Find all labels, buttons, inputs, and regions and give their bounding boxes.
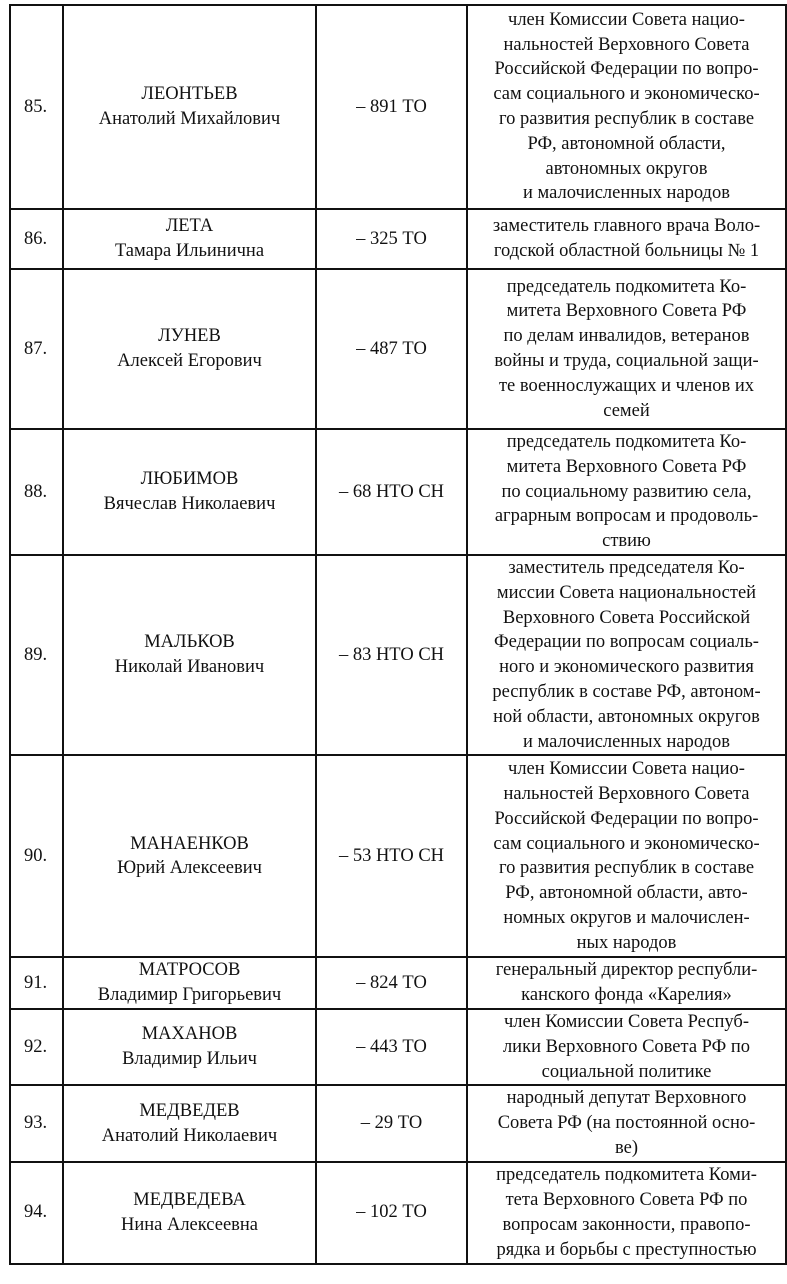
table-row <box>10 555 786 755</box>
description-line: ной области, автономных округов <box>493 706 760 727</box>
deputy-surname: МАТРОСОВ <box>138 960 241 981</box>
description-line: Российской Федерации по вопро- <box>494 59 759 80</box>
row-number: 87. <box>10 269 63 429</box>
vote-result: – 83 НТО СН <box>316 555 467 755</box>
description-line: ствию <box>602 531 651 552</box>
description-line: миссии Совета национальностей <box>496 582 757 603</box>
deputy-name-cell <box>63 957 316 1009</box>
deputy-surname: МЕДВЕДЕВ <box>139 1100 240 1121</box>
description-line: республик в составе РФ, автоном- <box>492 681 761 702</box>
position-description <box>467 1162 786 1264</box>
vote-result: – 824 ТО <box>316 957 467 1009</box>
description-line: председатель подкомитета Ко- <box>506 432 747 452</box>
vote-result: – 891 ТО <box>316 5 467 209</box>
description-line: член Комиссии Совета нацио- <box>508 759 745 780</box>
vote-result: – 102 ТО <box>316 1162 467 1264</box>
position-description <box>467 5 786 209</box>
row-number: 86. <box>10 209 63 269</box>
row-number: 90. <box>10 755 63 957</box>
position-description <box>467 957 786 1009</box>
table-row <box>10 1085 786 1161</box>
description-line: по делам инвалидов, ветеранов <box>503 326 750 347</box>
description-line: автономных округов <box>545 158 708 179</box>
table-row <box>10 209 786 269</box>
table-row <box>10 1162 786 1264</box>
row-number: 88. <box>10 429 63 555</box>
vote-result: – 53 НТО СН <box>316 755 467 957</box>
description-line: годской областной больницы № 1 <box>493 241 760 261</box>
description-line: нальностей Верховного Совета <box>503 783 750 804</box>
table-row <box>10 1009 786 1085</box>
row-number: 91. <box>10 957 63 1009</box>
vote-result: – 29 ТО <box>316 1085 467 1161</box>
description-line: Совета РФ (на постоянной осно- <box>497 1113 756 1134</box>
deputy-given-names: Тамара Ильинична <box>114 241 265 261</box>
description-line: вопросам законности, правопо- <box>502 1214 751 1235</box>
description-line: генеральный директор республи- <box>495 960 758 981</box>
description-line: заместитель главного врача Воло- <box>492 216 761 237</box>
description-line: сам социального и экономическо- <box>493 84 760 105</box>
position-description <box>467 555 786 755</box>
description-line: митета Верховного Совета РФ <box>506 456 747 477</box>
deputy-given-names: Владимир Ильич <box>122 1049 257 1070</box>
row-number: 85. <box>10 5 63 209</box>
deputy-name-cell <box>63 269 316 429</box>
deputy-surname: ЛЮБИМОВ <box>140 469 239 490</box>
description-line: председатель подкомитета Коми- <box>496 1165 757 1186</box>
position-description <box>467 1009 786 1085</box>
table-row <box>10 429 786 555</box>
position-description <box>467 269 786 429</box>
deputy-name-cell <box>63 1162 316 1264</box>
deputy-surname: МАХАНОВ <box>141 1024 238 1045</box>
deputy-name-cell <box>63 1085 316 1161</box>
position-description <box>467 209 786 269</box>
table-row <box>10 269 786 429</box>
description-line: те военнослужащих и членов их <box>498 375 755 396</box>
deputy-given-names: Юрий Алексеевич <box>117 858 262 879</box>
description-line: председатель подкомитета Ко- <box>506 276 747 297</box>
description-line: Федерации по вопросам социаль- <box>494 632 759 653</box>
description-line: Российской Федерации по вопро- <box>494 808 759 829</box>
description-line: и малочисленных народов <box>523 183 730 204</box>
vote-result: – 487 ТО <box>316 269 467 429</box>
deputy-surname: ЛЕОНТЬЕВ <box>141 84 238 105</box>
description-line: РФ, автономной области, авто- <box>505 883 748 904</box>
position-description <box>467 1085 786 1161</box>
row-number: 92. <box>10 1009 63 1085</box>
description-line: заместитель председателя Ко- <box>508 558 745 578</box>
deputy-name-cell <box>63 209 316 269</box>
deputy-name-cell <box>63 1009 316 1085</box>
description-line: и малочисленных народов <box>523 731 730 752</box>
vote-result: – 443 ТО <box>316 1009 467 1085</box>
description-line: тета Верховного Совета РФ по <box>505 1189 748 1210</box>
deputy-surname: МАНАЕНКОВ <box>130 833 249 854</box>
description-line: член Комиссии Совета нацио- <box>508 9 745 30</box>
vote-result: – 325 ТО <box>316 209 467 269</box>
deputy-surname: ЛУНЕВ <box>158 326 221 347</box>
description-line: го развития республик в составе <box>498 858 755 879</box>
description-line: член Комиссии Совета Респуб- <box>503 1011 750 1032</box>
table-row <box>10 5 786 209</box>
description-line: РФ, автономной области, <box>527 133 726 154</box>
row-number: 89. <box>10 555 63 755</box>
deputy-name-cell <box>63 5 316 209</box>
deputy-name-cell <box>63 755 316 957</box>
description-line: номных округов и малочислен- <box>503 907 750 928</box>
description-line: го развития республик в составе <box>498 109 755 129</box>
description-line: аграрным вопросам и продоволь- <box>494 506 759 527</box>
deputy-given-names: Нина Алексеевна <box>120 1214 259 1235</box>
table-row <box>10 755 786 957</box>
description-line: сам социального и экономическо- <box>493 833 760 854</box>
description-line: народный депутат Верховного <box>506 1088 747 1109</box>
deputies-table-body <box>10 5 786 1264</box>
deputy-name-cell <box>63 429 316 555</box>
deputy-surname: ЛЕТА <box>165 216 214 237</box>
description-line: лики Верховного Совета РФ по <box>502 1036 751 1057</box>
description-line: Верховного Совета Российской <box>502 607 751 628</box>
deputy-given-names: Владимир Григорьевич <box>97 985 282 1006</box>
description-line: митета Верховного Совета РФ <box>506 301 747 322</box>
deputy-given-names: Алексей Егорович <box>117 351 262 371</box>
description-line: семей <box>603 400 650 421</box>
description-line: рядка и борьбы с преступностью <box>496 1239 757 1260</box>
deputy-given-names: Вячеслав Николаевич <box>103 494 276 514</box>
deputy-given-names: Анатолий Михайлович <box>98 109 281 129</box>
row-number: 94. <box>10 1162 63 1264</box>
description-line: канского фонда «Карелия» <box>521 985 732 1006</box>
description-line: войны и труда, социальной защи- <box>494 351 759 371</box>
description-line: социальной политике <box>541 1061 712 1082</box>
vote-result: – 68 НТО СН <box>316 429 467 555</box>
row-number: 93. <box>10 1085 63 1161</box>
description-line: нальностей Верховного Совета <box>503 34 750 55</box>
deputy-given-names: Николай Иванович <box>114 657 265 678</box>
deputy-surname: МЕДВЕДЕВА <box>133 1189 246 1210</box>
table-row <box>10 957 786 1009</box>
deputy-name-cell <box>63 555 316 755</box>
description-line: ных народов <box>576 932 677 953</box>
deputy-surname: МАЛЬКОВ <box>144 632 235 653</box>
description-line: по социальному развитию села, <box>501 481 752 502</box>
description-line: ве) <box>615 1137 638 1158</box>
position-description <box>467 429 786 555</box>
position-description <box>467 755 786 957</box>
deputy-given-names: Анатолий Николаевич <box>101 1125 278 1146</box>
deputies-table <box>9 4 787 1265</box>
description-line: ного и экономического развития <box>499 657 754 678</box>
